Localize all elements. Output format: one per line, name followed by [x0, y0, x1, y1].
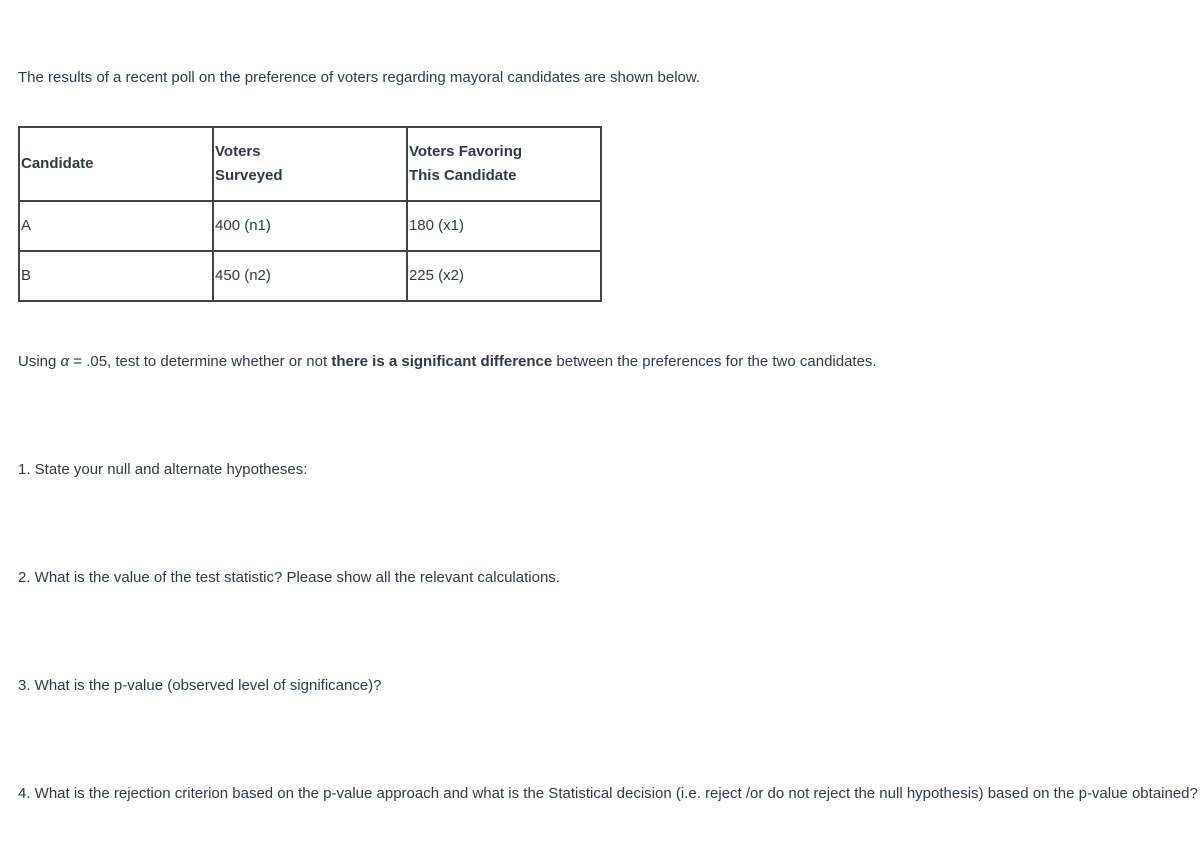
table-header-row: [19, 127, 601, 201]
poll-results-table: [18, 126, 602, 302]
alpha-value: = .05, test to determine whether or not: [69, 353, 332, 370]
question-4: 4. What is the rejection criterion based on the p-value approach and what is the Statistical decision (i.e. reject /or do not reject the null hypothesis) based on the p-value obtained?: [18, 785, 1198, 802]
question-3: 3. What is the p-value (observed level of significance)?: [18, 677, 382, 694]
cell-voters-favoring: 180 (x1): [407, 201, 601, 251]
table-row: [19, 201, 601, 251]
cell-voters-surveyed: 400 (n1): [213, 201, 407, 251]
instruction-text: [18, 350, 877, 374]
table-row: [19, 251, 601, 301]
cell-candidate: B: [19, 251, 213, 301]
question-1: 1. State your null and alternate hypotheses:: [18, 461, 308, 478]
header-voters-favoring: [407, 127, 601, 201]
header-candidate: [19, 127, 213, 201]
header-voters-surveyed-line2: Surveyed: [215, 167, 283, 184]
instruction-prefix: Using: [18, 353, 61, 370]
header-voters-favoring-line2: This Candidate: [408, 167, 517, 184]
header-voters-favoring-line1: Voters Favoring: [408, 143, 523, 160]
intro-text: The results of a recent poll on the preference of voters regarding mayoral candidates are shown below.: [18, 69, 701, 86]
question-2: 2. What is the value of the test statistic? Please show all the relevant calculations.: [18, 569, 560, 586]
header-voters-surveyed-line1: Voters: [215, 143, 261, 160]
instruction-emphasis: there is a significant difference: [331, 353, 553, 370]
instruction-suffix: between the preferences for the two candidates.: [552, 353, 877, 370]
header-candidate-line1: Candidate: [21, 155, 94, 172]
cell-voters-favoring: 225 (x2): [407, 251, 601, 301]
header-voters-surveyed: [213, 127, 407, 201]
cell-voters-surveyed: 450 (n2): [213, 251, 407, 301]
cell-candidate: A: [19, 201, 213, 251]
alpha-symbol: α: [60, 353, 70, 370]
